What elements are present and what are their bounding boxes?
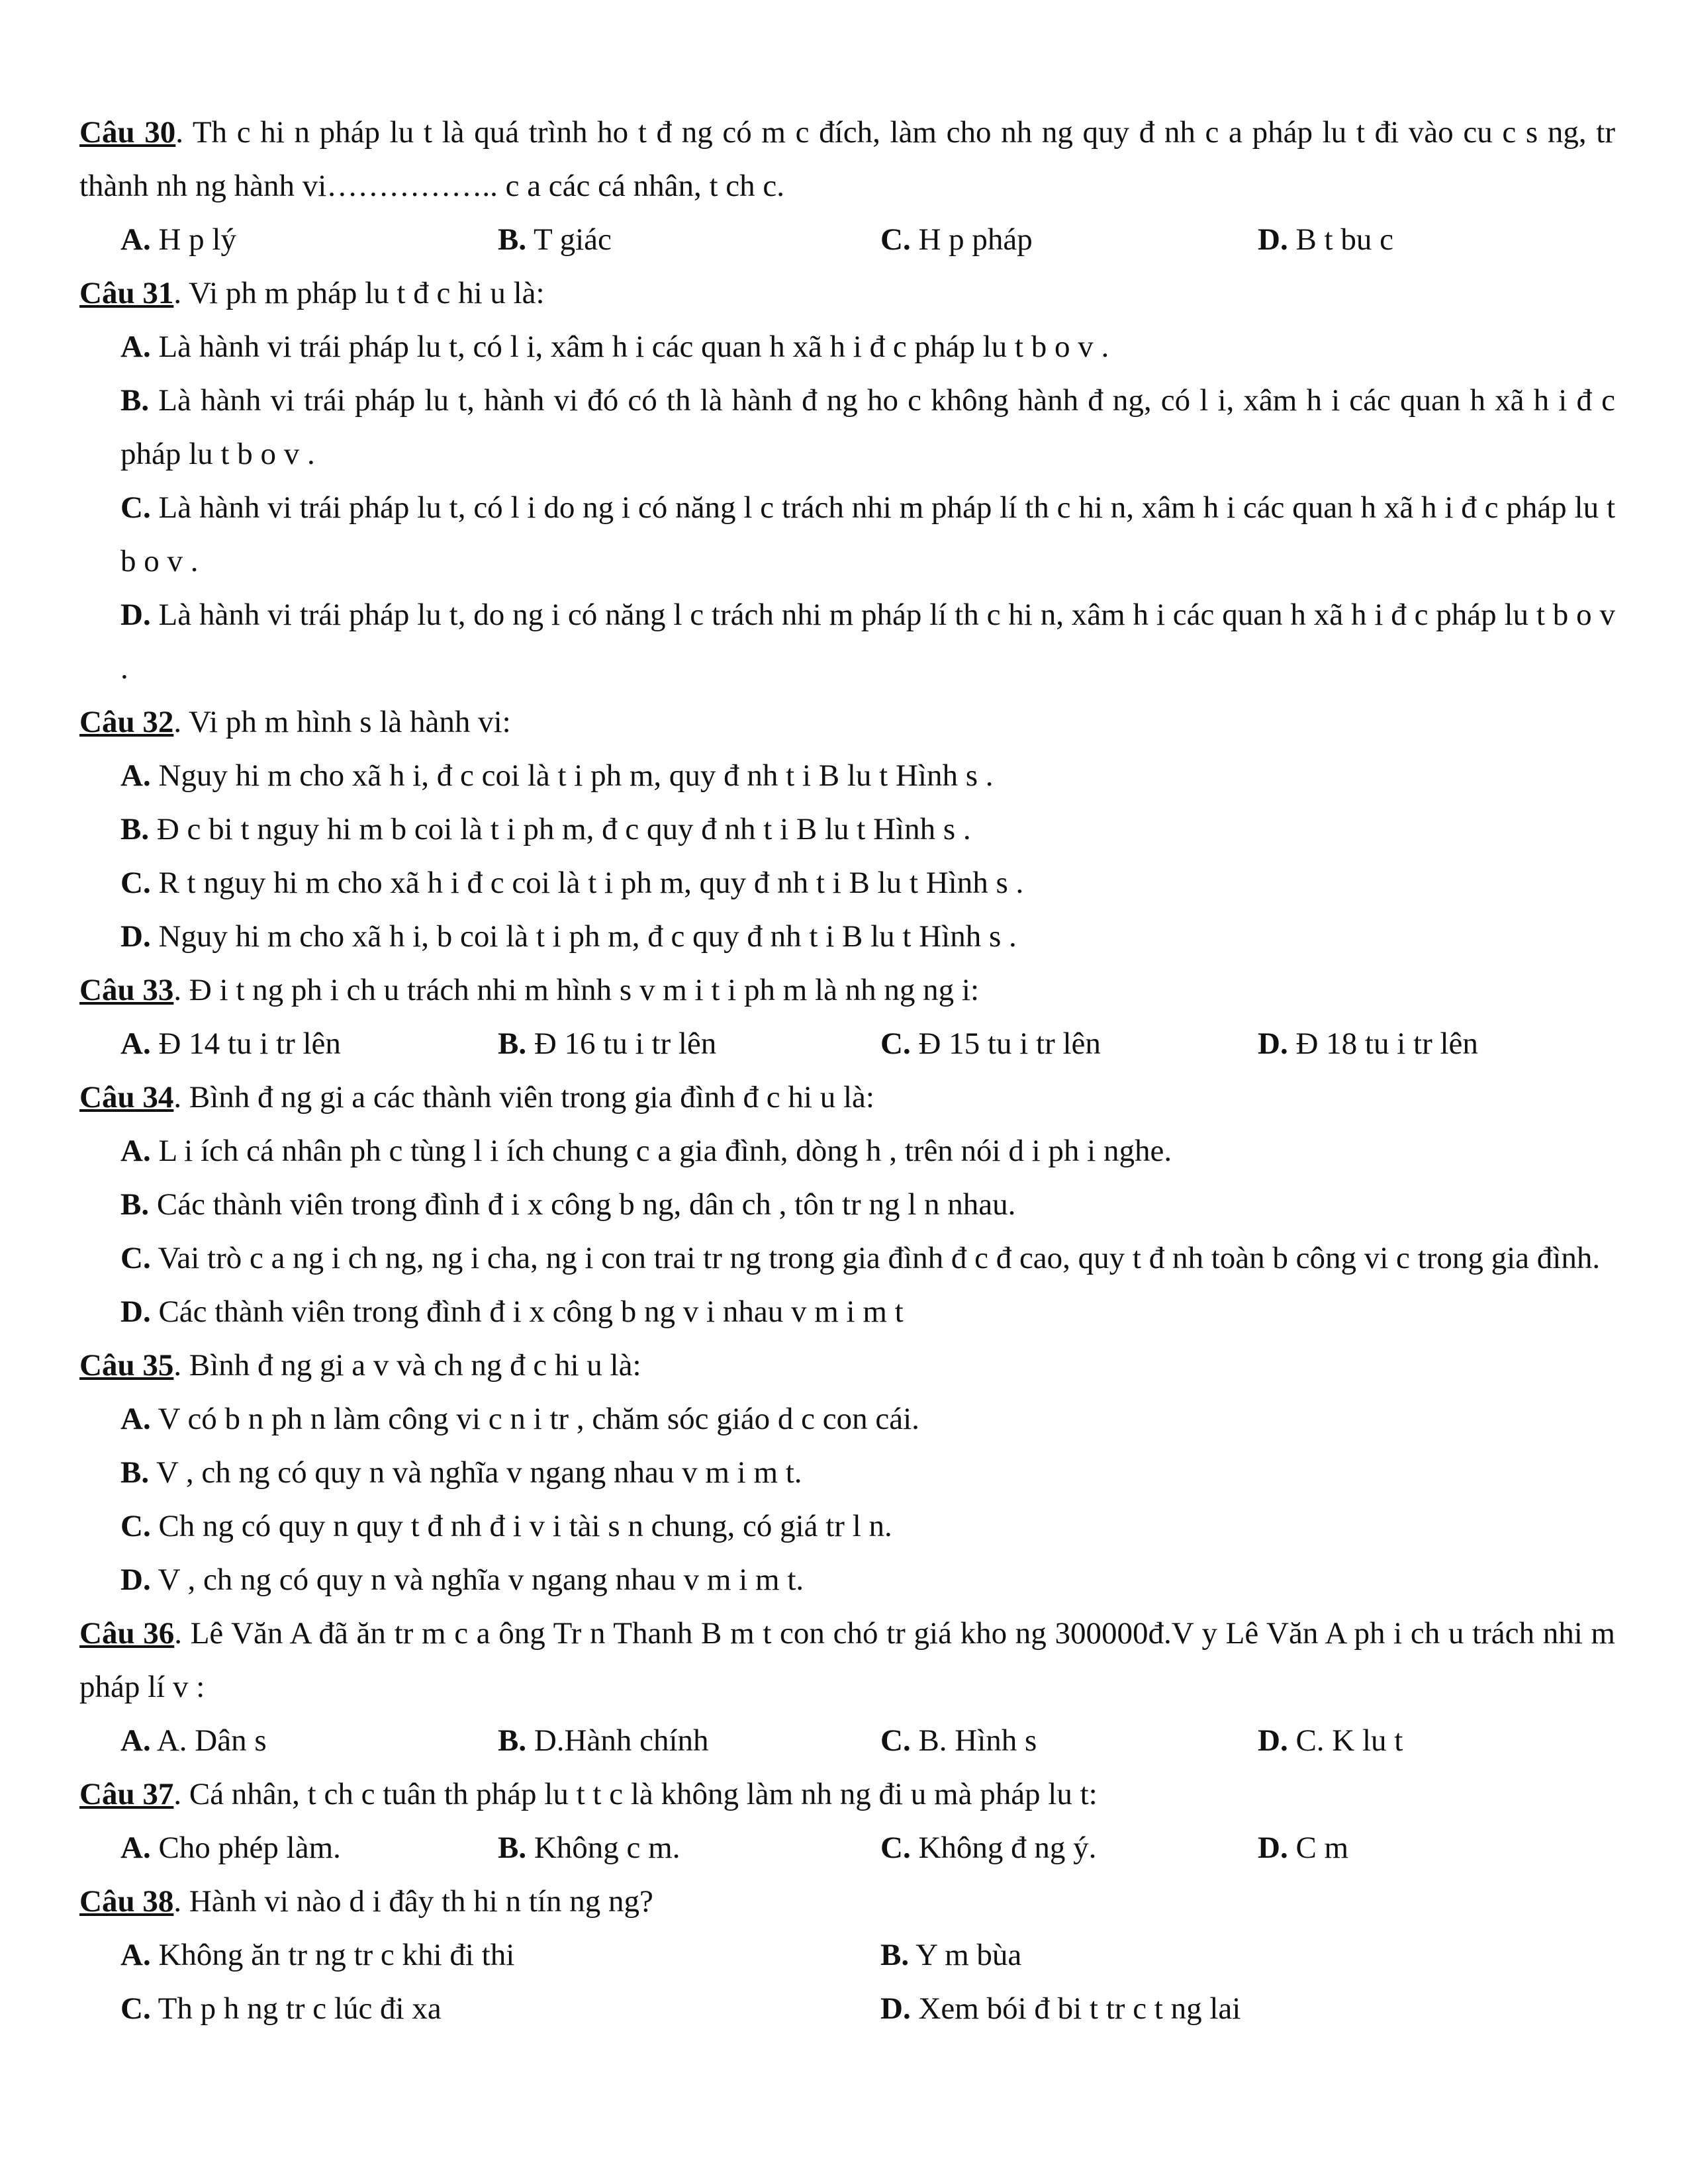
option-label: A. <box>120 330 151 364</box>
options-row <box>79 213 1615 267</box>
question-label: Câu 36 <box>79 1616 175 1651</box>
option-b[interactable] <box>79 803 1615 856</box>
option-b[interactable] <box>498 213 880 267</box>
options-row <box>79 1714 1615 1768</box>
option-label: C. <box>880 1723 911 1758</box>
option-b[interactable] <box>498 1821 880 1875</box>
option-text: Nguy hi m cho xã h i, đ c coi là t i ph m, quy đ nh t i B lu t Hình s . <box>150 758 994 793</box>
option-c[interactable] <box>880 1714 1258 1768</box>
question-label: Câu 35 <box>79 1348 174 1383</box>
option-a[interactable] <box>79 1124 1615 1178</box>
option-a[interactable] <box>120 1714 498 1768</box>
option-label: C. <box>120 866 151 900</box>
option-label: C. <box>120 1991 151 2026</box>
option-text: Không c m. <box>526 1831 680 1865</box>
option-label: A. <box>120 758 151 793</box>
option-label: B. <box>498 1723 527 1758</box>
option-label: C. <box>120 1241 151 1275</box>
question-30 <box>79 106 1615 213</box>
option-label: B. <box>120 812 150 846</box>
option-text: Ch ng có quy n quy t đ nh đ i v i tài s n chung, có giá tr l n. <box>150 1509 892 1543</box>
option-text: B. Hình s <box>910 1723 1037 1758</box>
question-label: Câu 31 <box>79 276 174 310</box>
question-36 <box>79 1607 1615 1714</box>
question-label: Câu 33 <box>79 973 174 1007</box>
option-b[interactable] <box>79 1178 1615 1232</box>
question-32 <box>79 696 1615 749</box>
option-text: L i ích cá nhân ph c tùng l i ích chung c a gia đình, dòng h , trên nói d i ph i nghe. <box>150 1134 1172 1168</box>
question-text: . Bình đ ng gi a v và ch ng đ c hi u là: <box>173 1348 641 1383</box>
question-35 <box>79 1339 1615 1392</box>
option-text: Cho phép làm. <box>150 1831 341 1865</box>
options-row <box>79 1017 1615 1071</box>
question-38 <box>79 1875 1615 1929</box>
question-37 <box>79 1768 1615 1821</box>
option-text: D.Hành chính <box>526 1723 709 1758</box>
option-a[interactable] <box>120 213 498 267</box>
option-label: C. <box>120 490 151 525</box>
option-d[interactable] <box>1258 1017 1615 1071</box>
options-row <box>79 1982 1615 2036</box>
option-c[interactable] <box>880 1821 1258 1875</box>
option-text: Xem bói đ bi t tr c t ng lai <box>910 1991 1241 2026</box>
option-text: Là hành vi trái pháp lu t, có l i, xâm h i các quan h xã h i đ c pháp lu t b o v . <box>150 330 1109 364</box>
option-text: Y m bùa <box>909 1938 1022 1972</box>
question-label: Câu 34 <box>79 1080 174 1115</box>
option-b[interactable] <box>79 1446 1615 1500</box>
option-d[interactable] <box>1258 1821 1615 1875</box>
option-a[interactable] <box>79 320 1615 374</box>
question-33 <box>79 964 1615 1017</box>
option-text: Các thành viên trong đình đ i x công b ng, dân ch , tôn tr ng l n nhau. <box>149 1187 1016 1222</box>
option-label: B. <box>498 1026 527 1061</box>
option-label: D. <box>880 1991 911 2026</box>
option-text: Không đ ng ý. <box>910 1831 1097 1865</box>
option-a[interactable] <box>120 1929 880 1982</box>
option-label: A. <box>120 1402 151 1436</box>
question-text: . Hành vi nào d i đây th hi n tín ng ng? <box>173 1884 653 1919</box>
option-label: B. <box>498 222 527 257</box>
option-c[interactable] <box>880 1017 1258 1071</box>
option-c[interactable] <box>79 856 1615 910</box>
question-label: Câu 38 <box>79 1884 174 1919</box>
option-text: A. Dân s <box>150 1723 267 1758</box>
option-c[interactable] <box>79 1500 1615 1553</box>
option-label: C. <box>880 1831 911 1865</box>
question-text: . Đ i t ng ph i ch u trách nhi m hình s v m i t i ph m là nh ng ng i: <box>173 973 980 1007</box>
option-text: Các thành viên trong đình đ i x công b ng v i nhau v m i m t <box>150 1295 904 1329</box>
option-label: A. <box>120 1938 151 1972</box>
option-c[interactable] <box>79 1232 1615 1285</box>
option-label: B. <box>880 1938 910 1972</box>
option-text: Đ 16 tu i tr lên <box>526 1026 717 1061</box>
option-b[interactable] <box>880 1929 1615 1982</box>
option-label: D. <box>120 598 151 632</box>
option-a[interactable] <box>79 1392 1615 1446</box>
option-text: C m <box>1288 1831 1349 1865</box>
option-label: B. <box>120 1455 150 1490</box>
option-label: D. <box>1258 1026 1288 1061</box>
option-d[interactable] <box>79 588 1615 696</box>
option-d[interactable] <box>79 910 1615 964</box>
options-row <box>79 1929 1615 1982</box>
option-label: D. <box>120 919 151 954</box>
option-text: Đ 14 tu i tr lên <box>150 1026 341 1061</box>
option-text: Là hành vi trái pháp lu t, có l i do ng i có năng l c trách nhi m pháp lí th c hi n, xâm h i các quan h xã h i đ c pháp lu t b o v . <box>120 490 1615 578</box>
option-b[interactable] <box>79 374 1615 481</box>
option-text: Đ 15 tu i tr lên <box>910 1026 1101 1061</box>
option-text: C. K lu t <box>1288 1723 1403 1758</box>
option-text: Là hành vi trái pháp lu t, hành vi đó có th là hành đ ng ho c không hành đ ng, có l i, xâm h i các quan h xã h i đ c pháp lu t b o v . <box>120 383 1615 471</box>
option-label: D. <box>1258 1723 1288 1758</box>
option-label: A. <box>120 1723 151 1758</box>
question-label: Câu 37 <box>79 1777 174 1811</box>
question-text: . Vi ph m hình s là hành vi: <box>173 705 511 739</box>
option-d[interactable] <box>79 1285 1615 1339</box>
question-31 <box>79 267 1615 320</box>
option-c[interactable] <box>120 1982 880 2036</box>
option-text: Không ăn tr ng tr c khi đi thi <box>150 1938 515 1972</box>
option-text: T giác <box>526 222 612 257</box>
option-b[interactable] <box>498 1714 880 1768</box>
exam-page <box>79 106 1615 2036</box>
option-text: V , ch ng có quy n và nghĩa v ngang nhau v m i m t. <box>150 1563 804 1597</box>
option-d[interactable] <box>1258 213 1615 267</box>
question-label: Câu 30 <box>79 115 176 150</box>
option-label: C. <box>120 1509 151 1543</box>
option-label: D. <box>1258 222 1288 257</box>
option-a[interactable] <box>120 1821 498 1875</box>
question-text: . Cá nhân, t ch c tuân th pháp lu t t c là không làm nh ng đi u mà pháp lu t: <box>173 1777 1098 1811</box>
option-a[interactable] <box>79 749 1615 803</box>
option-a[interactable] <box>120 1017 498 1071</box>
option-text: Nguy hi m cho xã h i, b coi là t i ph m, đ c quy đ nh t i B lu t Hình s . <box>150 919 1017 954</box>
option-text: Th p h ng tr c lúc đi xa <box>150 1991 442 2026</box>
option-c[interactable] <box>880 213 1258 267</box>
option-text: V , ch ng có quy n và nghĩa v ngang nhau v m i m t. <box>149 1455 802 1490</box>
question-text: . Lê Văn A đã ăn tr m c a ông Tr n Thanh B m t con chó tr giá kho ng 300000đ.V y Lê Văn A ph i ch u trách nhi m pháp lí v : <box>79 1616 1615 1704</box>
option-text: Là hành vi trái pháp lu t, do ng i có năng l c trách nhi m pháp lí th c hi n, xâm h i các quan h xã h i đ c pháp lu t b o v . <box>120 598 1615 686</box>
option-text: V có b n ph n làm công vi c n i tr , chăm sóc giáo d c con cái. <box>150 1402 919 1436</box>
question-label: Câu 32 <box>79 705 174 739</box>
option-label: A. <box>120 222 151 257</box>
option-text: B t bu c <box>1288 222 1393 257</box>
question-text: . Bình đ ng gi a các thành viên trong gia đình đ c hi u là: <box>173 1080 874 1115</box>
option-d[interactable] <box>79 1553 1615 1607</box>
option-d[interactable] <box>880 1982 1615 2036</box>
option-text: Đ c bi t nguy hi m b coi là t i ph m, đ c quy đ nh t i B lu t Hình s . <box>149 812 971 846</box>
option-text: H p pháp <box>910 222 1033 257</box>
question-text: . Th c hi n pháp lu t là quá trình ho t đ ng có m c đích, làm cho nh ng quy đ nh c a pháp lu t đi vào cu c s ng, tr thành nh ng hành vi…………….. c a các cá nhân, t ch c. <box>79 115 1615 203</box>
option-text: Đ 18 tu i tr lên <box>1288 1026 1478 1061</box>
option-label: C. <box>880 222 911 257</box>
option-label: A. <box>120 1134 151 1168</box>
question-34 <box>79 1071 1615 1124</box>
option-d[interactable] <box>1258 1714 1615 1768</box>
option-label: A. <box>120 1831 151 1865</box>
option-label: D. <box>120 1563 151 1597</box>
options-row <box>79 1821 1615 1875</box>
option-label: C. <box>880 1026 911 1061</box>
option-text: H p lý <box>150 222 236 257</box>
option-label: D. <box>1258 1831 1288 1865</box>
option-text: R t nguy hi m cho xã h i đ c coi là t i ph m, quy đ nh t i B lu t Hình s . <box>150 866 1024 900</box>
option-label: A. <box>120 1026 151 1061</box>
option-b[interactable] <box>498 1017 880 1071</box>
option-text: Vai trò c a ng i ch ng, ng i cha, ng i con trai tr ng trong gia đình đ c đ cao, quy t đ nh toàn b công vi c trong gia đình. <box>150 1241 1601 1275</box>
option-label: D. <box>120 1295 151 1329</box>
question-text: . Vi ph m pháp lu t đ c hi u là: <box>173 276 545 310</box>
option-label: B. <box>498 1831 527 1865</box>
option-c[interactable] <box>79 481 1615 588</box>
option-label: B. <box>120 383 150 418</box>
option-label: B. <box>120 1187 150 1222</box>
